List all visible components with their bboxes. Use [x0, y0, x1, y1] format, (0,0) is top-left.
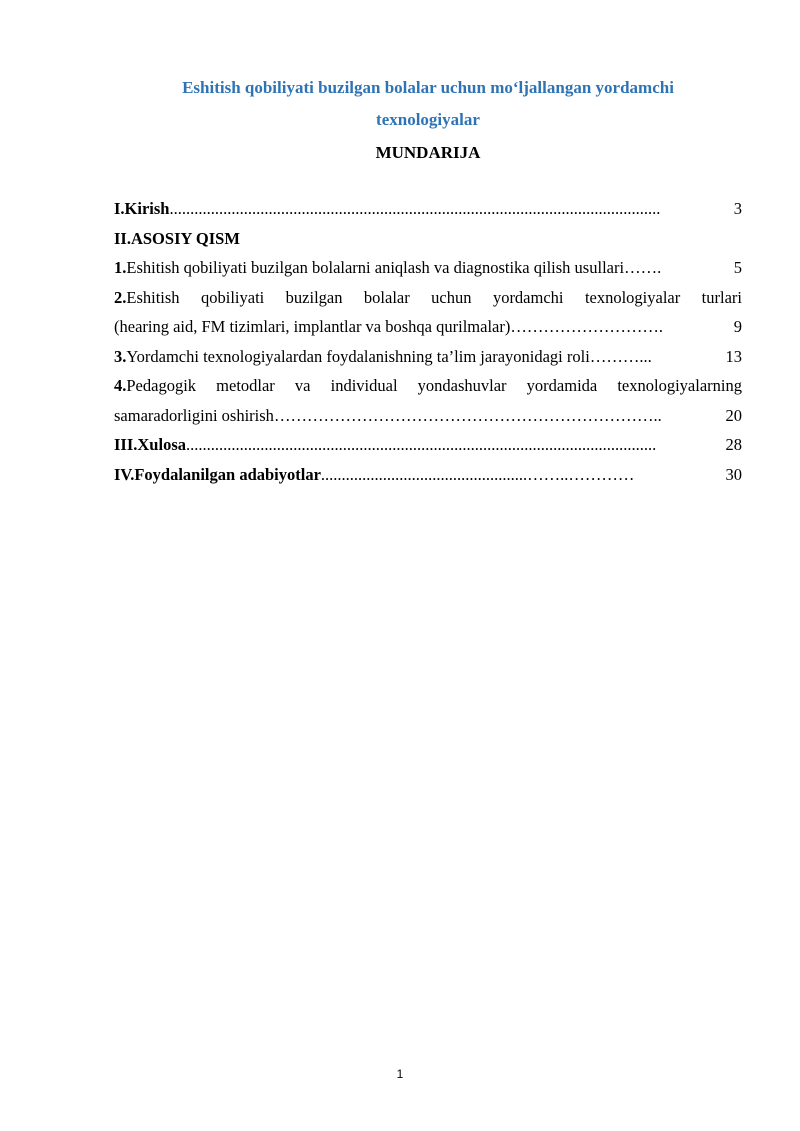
toc-leader-dots: ……………………………………………………………..	[273, 405, 662, 425]
toc-number: 3.	[114, 346, 127, 366]
toc-heading: MUNDARIJA	[375, 143, 481, 162]
toc-page-number: 30	[725, 464, 742, 484]
document-title-line1: Eshitish qobiliyati buzilgan bolalar uchun mo‘ljallangan yordamchi	[182, 78, 674, 97]
toc-entry-asosiy	[114, 224, 742, 254]
toc-leader-dots: …….	[624, 258, 662, 277]
toc-number: 4.	[114, 376, 127, 395]
toc-entry-kirish	[114, 194, 742, 224]
toc-label: Pedagogik metodlar va individual yondashuvlar yordamida texnologiyalarning	[126, 376, 742, 395]
toc-entry-xulosa	[114, 430, 742, 460]
toc-entry-2-line1	[114, 283, 742, 313]
table-of-contents	[114, 194, 742, 489]
toc-label: III.Xulosa	[114, 435, 186, 454]
toc-page-number: 9	[733, 317, 742, 336]
page-number: 1	[396, 1067, 404, 1081]
toc-number: 1.	[114, 258, 127, 277]
toc-entry-4-line2	[114, 401, 742, 431]
toc-label: II.ASOSIY QISM	[114, 228, 240, 248]
toc-number: 2.	[114, 287, 127, 307]
toc-entry-4-line1	[114, 371, 742, 401]
toc-leader-dots: ..................................................................................................................	[186, 435, 657, 454]
toc-page-number: 5	[733, 258, 742, 277]
toc-label-continued: samaradorligini oshirish	[114, 405, 274, 425]
toc-page-number: 3	[733, 199, 742, 218]
toc-entry-2-line2	[114, 312, 742, 342]
toc-label-continued: (hearing aid, FM tizimlari, implantlar va boshqa qurilmalar)	[114, 317, 511, 336]
toc-leader-dots: ……………………….	[510, 317, 663, 336]
toc-entry-adabiyot	[114, 460, 742, 490]
toc-label: Eshitish qobiliyati buzilgan bolalarni aniqlash va diagnostika qilish usullari	[126, 258, 625, 277]
toc-label: Yordamchi texnologiyalardan foydalanishning ta’lim jarayonidagi roli	[126, 346, 590, 366]
toc-leader-dots: ..................................................……..…………	[320, 464, 635, 484]
toc-entry-1	[114, 253, 742, 283]
toc-label: Eshitish qobiliyati buzilgan bolalar uchun yordamchi texnologiyalar turlari	[126, 287, 742, 307]
toc-label: I.Kirish	[114, 199, 170, 218]
toc-leader-dots: .......................................................................................................................	[169, 199, 661, 218]
toc-entry-3	[114, 342, 742, 372]
toc-page-number: 28	[725, 435, 742, 454]
toc-page-number: 20	[725, 405, 742, 425]
toc-leader-dots: ………...	[589, 346, 652, 366]
toc-label: IV.Foydalanilgan adabiyotlar	[114, 464, 321, 484]
document-title-line2: texnologiyalar	[376, 110, 480, 129]
toc-page-number: 13	[725, 346, 742, 366]
